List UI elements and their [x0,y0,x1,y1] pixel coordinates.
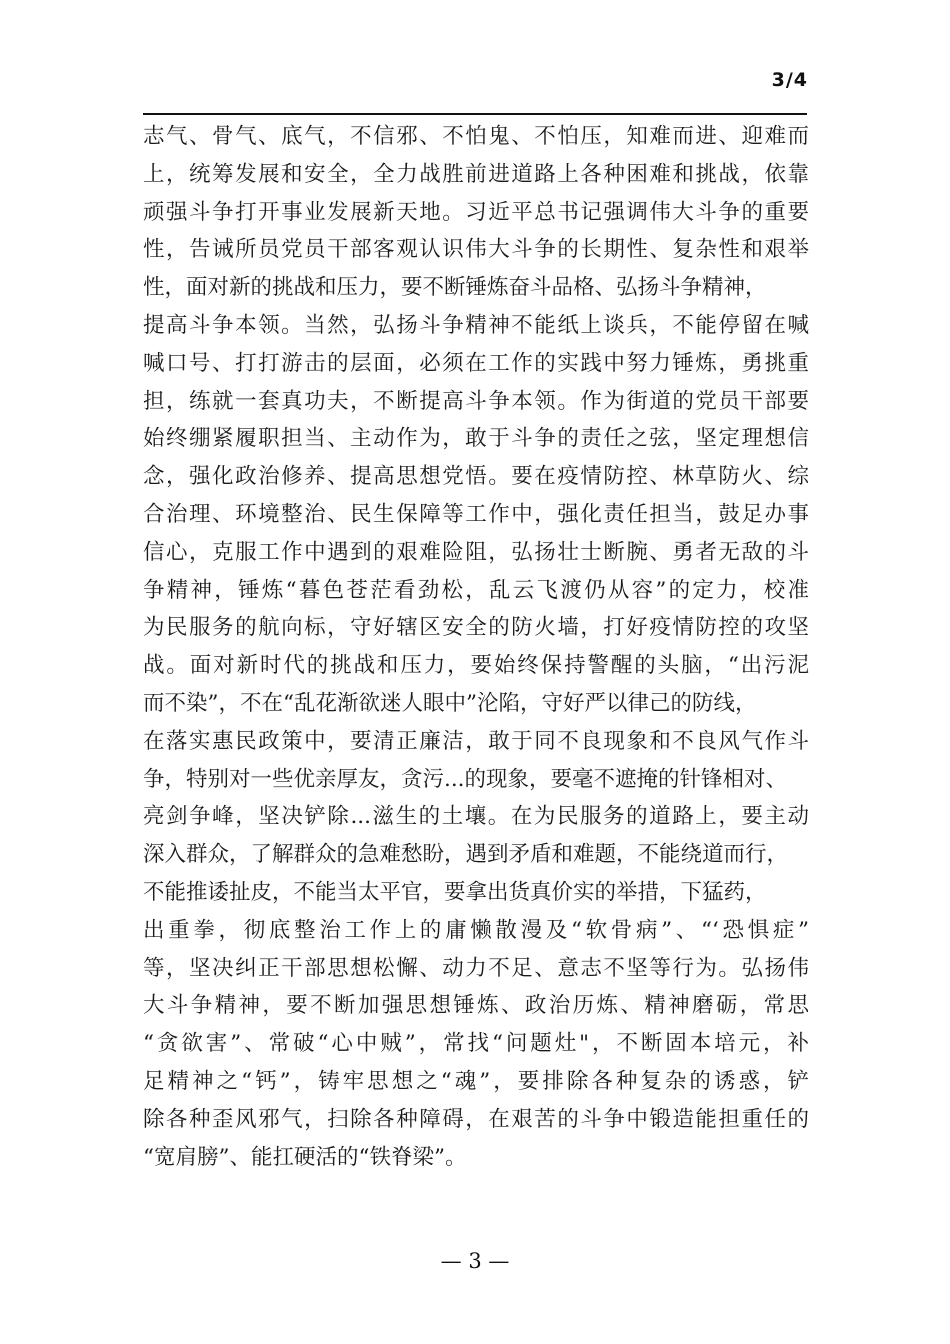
text-line: 争，特别对一些优亲厚友，贪污...的现象，要毫不遮掩的针锋相对、 [143,766,788,792]
text-line: 亮剑争峰，坚决铲除...滋生的土壤。在为民服务的道路上，要主动 [143,804,809,830]
text-line: 喊口号、打打游击的层面，必须在工作的实践中努力锤炼，勇挑重 [143,350,809,376]
text-line: 而不染”，不在“乱花渐欲迷人眼中”沦陷，守好严以律己的防线， [143,690,757,716]
text-line: 始终绷紧履职担当、主动作为，敢于斗争的责任之弦，坚定理想信 [143,426,809,452]
text-line: 出重拳，彻底整治工作上的庸懒散漫及“软骨病”、“‘恐惧症” [143,917,809,943]
text-line: “贪欲害”、常破“心中贼”，常找“问题灶"，不断固本培元，补 [143,1031,809,1057]
text-line: “宽肩膀”、能扛硬活的“铁脊梁”。 [143,1144,467,1170]
text-line: 足精神之“钙”，铸牢思想之“魂”，要排除各种复杂的诱惑，铲 [143,1068,809,1094]
text-line: 上，统筹发展和安全，全力战胜前进道路上各种困难和挑战，依靠 [143,161,809,187]
text-line: 顽强斗争打开事业发展新天地。习近平总书记强调伟大斗争的重要 [143,199,809,225]
text-line: 大斗争精神，要不断加强思想锤炼、政治历炼、精神磨砺，常思 [143,993,809,1019]
text-line: 争精神，锤炼“暮色苍茫看劲松，乱云飞渡仍从容”的定力，校准 [143,577,809,603]
text-line: 不能推诿扯皮，不能当太平官，要拿出货真价实的举措，下猛药， [143,879,767,905]
footer-page-number: — 3 — [440,1249,510,1273]
text-line: 等，坚决纠正干部思想松懈、动力不足、意志不坚等行为。弘扬伟 [143,955,809,981]
text-line: 为民服务的航向标，守好辖区安全的防火墙，打好疫情防控的攻坚 [143,615,809,641]
text-line: 合治理、环境整治、民生保障等工作中，强化责任担当，鼓足办事 [143,501,809,527]
header-rule [143,113,807,115]
text-line: 深入群众，了解群众的急难愁盼，遇到矛盾和难题，不能绕道而行， [143,842,789,868]
page-indicator: 3/4 [771,69,808,91]
text-line: 在落实惠民政策中，要清正廉洁，敢于同不良现象和不良风气作斗 [143,728,809,754]
text-line: 信心，克服工作中遇到的艰难险阻，弘扬壮士断腕、勇者无敌的斗 [143,539,809,565]
text-line: 志气、骨气、底气，不信邪、不怕鬼、不怕压，知难而进、迎难而 [143,124,809,149]
text-line: 提高斗争本领。当然，弘扬斗争精神不能纸上谈兵，不能停留在喊 [143,312,809,338]
text-line: 除各种歪风邪气，扫除各种障碍，在艰苦的斗争中锻造能担重任的 [143,1106,809,1132]
text-line: 担，练就一套真功夫，不断提高斗争本领。作为街道的党员干部要 [143,388,809,414]
text-line: 战。面对新时代的挑战和压力，要始终保持警醒的头脑，“出污泥 [143,653,809,679]
text-line: 性，告诫所员党员干部客观认识伟大斗争的长期性、复杂性和艰举 [143,237,809,263]
body-text [143,118,809,1176]
text-line: 性，面对新的挑战和压力，要不断锤炼奋斗品格、弘扬斗争精神， [143,275,767,301]
text-line: 念，强化政治修养、提高思想党悟。要在疫情防控、林草防火、综 [143,464,809,490]
